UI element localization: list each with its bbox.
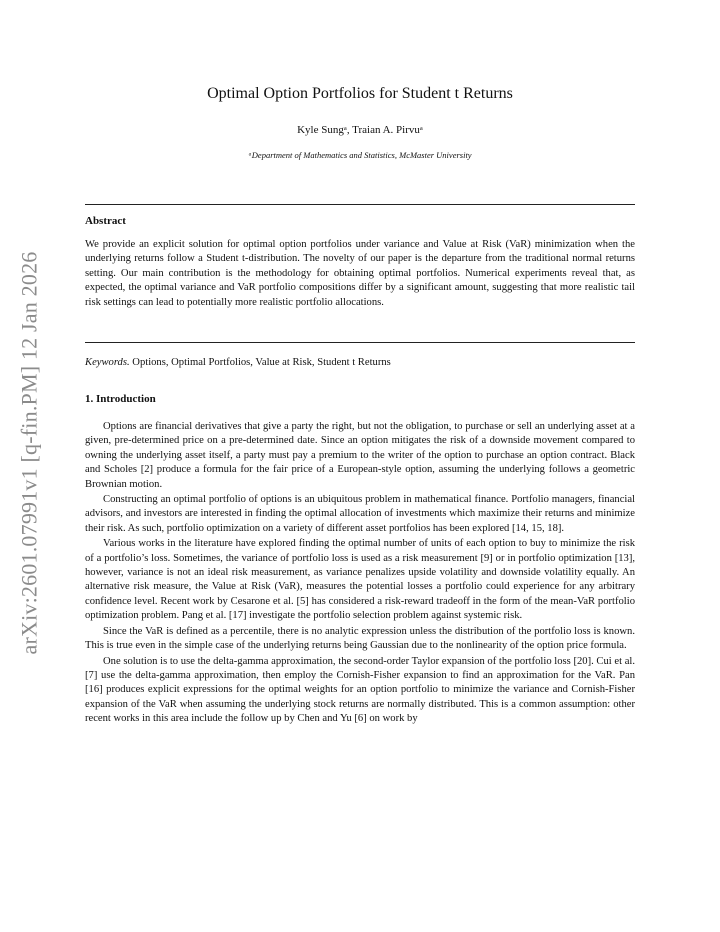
keywords-line — [85, 356, 635, 370]
section-heading-introduction: 1. Introduction — [85, 393, 156, 405]
abstract-top-rule — [85, 204, 635, 205]
paragraph: One solution is to use the delta-gamma approximation, the second-order Taylor expansion of the portfolio loss [20]. Cui et al. [7] use the delta-gamma approximation, then employ the Cornish-Fisher expansion to find an approximation for the VaR. Pan [16] produces explicit expressions for the optimal weights for an option portfolio to minimize the variance and Cornish-Fisher expansion of the VaR when assuming the underlying stock returns are normally distributed. This is a common assumption: other recent works in this area include the follow up by Chen and Yu [6] on work by — [85, 655, 635, 725]
arxiv-identifier-stamp — [6, 248, 52, 658]
abstract-body: We provide an explicit solution for optimal option portfolios under variance and Value at Risk (VaR) minimization when the underlying returns follow a Student t-distribution. The novelty of our paper is the departure from the traditional normal returns setting. Our main contribution is the methodology for obtaining optimal portfolios. Numerical experiments reveal that, as expected, the optimal variance and VaR portfolio compositions differ by a significant amount, suggesting that more realistic tail risk settings can lead to potentially more realistic portfolio allocations. — [85, 239, 635, 308]
paper-title: Optimal Option Portfolios for Student t Returns — [207, 85, 513, 102]
arxiv-identifier-text: arXiv:2601.07991v1 [q-fin.PM] 12 Jan 2026 — [16, 251, 42, 655]
paragraph: Since the VaR is defined as a percentile, there is no analytic expression unless the distribution of the portfolio loss is known. This is true even in the simple case of the underlying returns being Gaussian due to the nonlinearity of the option price formula. — [85, 625, 635, 652]
abstract-bottom-rule — [85, 342, 635, 343]
paragraph: Constructing an optimal portfolio of options is an ubiquitous problem in mathematical finance. Portfolio managers, financial advisors, and investors are interested in finding the optimal allocation of investments which maximize their returns and minimize their risk. As such, portfolio optimization on a variety of different asset portfolios has been explored [14, 15, 18]. — [85, 494, 635, 534]
abstract-heading: Abstract — [85, 215, 126, 227]
paper-authors: Kyle Sungᵃ, Traian A. Pirvuᵃ — [297, 124, 423, 136]
keywords-label: Keywords. — [85, 357, 130, 368]
paragraph: Various works in the literature have explored finding the optimal number of units of each option to buy to minimize the risk of a portfolio’s loss. Sometimes, the variance of portfolio loss is used as a risk measurement [9] or in portfolio optimization [13], however, variance is not an ideal risk measurement, as variance penalizes upside volatility and downside volatility equally. An alternative risk measure, the Value at Risk (VaR), measures the potential losses a portfolio could experience for any arbitrary confidence level. Recent work by Cesarone et al. [5] has considered a risk-reward tradeoff in the form of the mean-VaR portfolio optimization problem. Pang et al. [17] investigate the portfolio selection problem against systemic risk. — [85, 538, 635, 622]
author-affiliation: ᵃDepartment of Mathematics and Statistics, McMaster University — [248, 150, 472, 160]
introduction-body — [85, 420, 635, 728]
paragraph: Options are financial derivatives that give a party the right, but not the obligation, to purchase or sell an underlying asset at a given, pre-determined price on a pre-determined date. Since an option mitigates the risk of a downside movement compared to owning the underlying asset itself, a party must pay a premium to the writer of the option to purchase an option contract. Black and Scholes [2] produce a formula for the fair price of a European-style option, assuming the underlying follows a geometric Brownian motion. — [85, 421, 635, 490]
paper-page — [85, 0, 635, 932]
keywords-text: Options, Optimal Portfolios, Value at Risk, Student t Returns — [132, 357, 391, 368]
